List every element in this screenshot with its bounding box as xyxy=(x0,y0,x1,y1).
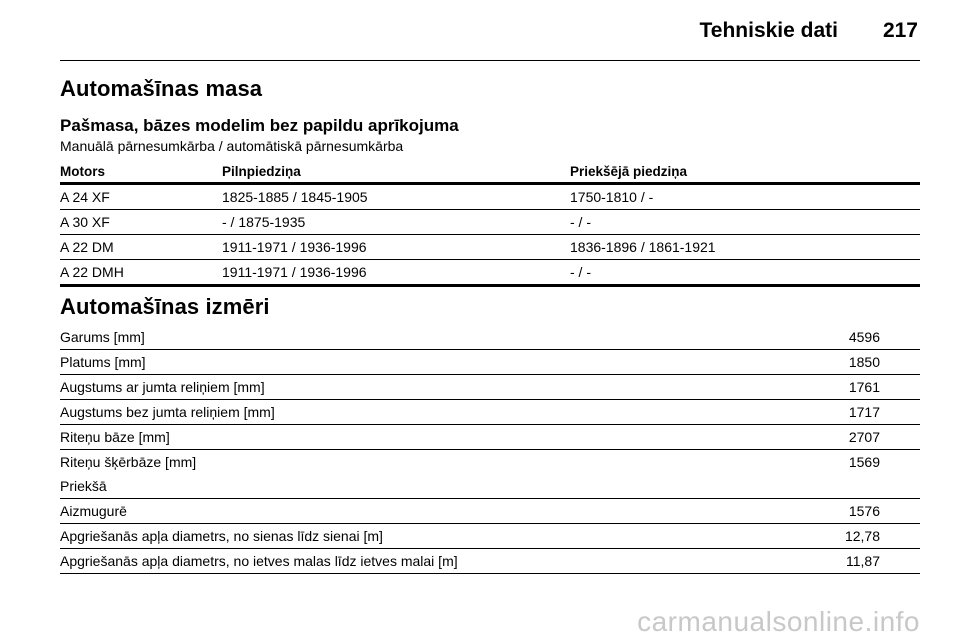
fwd-mass-cell: 1836-1896 / 1861-1921 xyxy=(570,235,920,260)
engine-cell: A 30 XF xyxy=(60,210,222,235)
dimension-label: Apgriešanās apļa diametrs, no ietves malas līdz ietves malai [m] xyxy=(60,549,760,574)
table-row xyxy=(60,184,920,210)
page-number: 217 xyxy=(882,19,918,42)
engine-cell: A 24 XF xyxy=(60,184,222,210)
table-row xyxy=(60,350,920,375)
dimension-value: 12,78 xyxy=(760,524,920,549)
fwd-mass-cell: - / - xyxy=(570,260,920,286)
dimension-value: 1850 xyxy=(760,350,920,375)
mass-heading: Automašīnas masa xyxy=(60,76,263,101)
header-title: Tehniskie dati xyxy=(699,19,838,42)
awd-mass-cell: 1911-1971 / 1936-1996 xyxy=(222,260,570,286)
dimension-value: 11,87 xyxy=(760,549,920,574)
dimension-value: 1717 xyxy=(760,400,920,425)
fwd-mass-cell: - / - xyxy=(570,210,920,235)
dimension-label: Riteņu šķērbāze [mm] xyxy=(60,454,197,470)
table-row xyxy=(60,474,920,499)
dimension-label: Platums [mm] xyxy=(60,350,760,375)
dimension-value: 1569 xyxy=(848,454,880,470)
dimension-label: Aizmugurē xyxy=(60,499,760,524)
dimension-label: Riteņu bāze [mm] xyxy=(60,425,760,450)
dimension-value: 4596 xyxy=(760,325,920,350)
dimension-value: 1761 xyxy=(760,375,920,400)
column-header-motors: Motors xyxy=(60,160,222,184)
dimension-label: Garums [mm] xyxy=(60,325,760,350)
table-row xyxy=(60,235,920,260)
dimension-value: 2707 xyxy=(760,425,920,450)
table-row xyxy=(60,450,920,475)
awd-mass-cell: 1825-1885 / 1845-1905 xyxy=(222,184,570,210)
table-row xyxy=(60,499,920,524)
mass-note: Manuālā pārnesumkārba / automātiskā pārnesumkārba xyxy=(60,138,404,154)
mass-table xyxy=(60,160,920,287)
dimension-label: Augstums bez jumta reliņiem [mm] xyxy=(60,400,760,425)
dimension-label: Apgriešanās apļa diametrs, no sienas līdz sienai [m] xyxy=(60,524,760,549)
mass-subheading: Pašmasa, bāzes modelim bez papildu aprīkojuma xyxy=(60,116,459,135)
table-row xyxy=(60,210,920,235)
dimension-label: Augstums ar jumta reliņiem [mm] xyxy=(60,375,760,400)
fwd-mass-cell: 1750-1810 / - xyxy=(570,184,920,210)
table-row xyxy=(60,524,920,549)
dimension-label: Priekšā xyxy=(60,474,760,499)
awd-mass-cell: 1911-1971 / 1936-1996 xyxy=(222,235,570,260)
watermark-text: carmanualsonline.info xyxy=(637,606,920,637)
awd-mass-cell: - / 1875-1935 xyxy=(222,210,570,235)
dimension-value: 1576 xyxy=(760,499,920,524)
table-row xyxy=(60,549,920,574)
table-row xyxy=(60,375,920,400)
dimensions-heading: Automašīnas izmēri xyxy=(60,294,270,319)
mass-table-header xyxy=(60,160,920,184)
table-row xyxy=(60,425,920,450)
engine-cell: A 22 DMH xyxy=(60,260,222,286)
table-row xyxy=(60,325,920,350)
column-header-fwd: Priekšējā piedziņa xyxy=(570,160,920,184)
dimension-value xyxy=(760,474,920,499)
page-header xyxy=(60,16,920,61)
table-row xyxy=(60,260,920,286)
table-row xyxy=(60,400,920,425)
engine-cell: A 22 DM xyxy=(60,235,222,260)
dimensions-table xyxy=(60,325,920,574)
column-header-awd: Pilnpiedziņa xyxy=(222,160,570,184)
